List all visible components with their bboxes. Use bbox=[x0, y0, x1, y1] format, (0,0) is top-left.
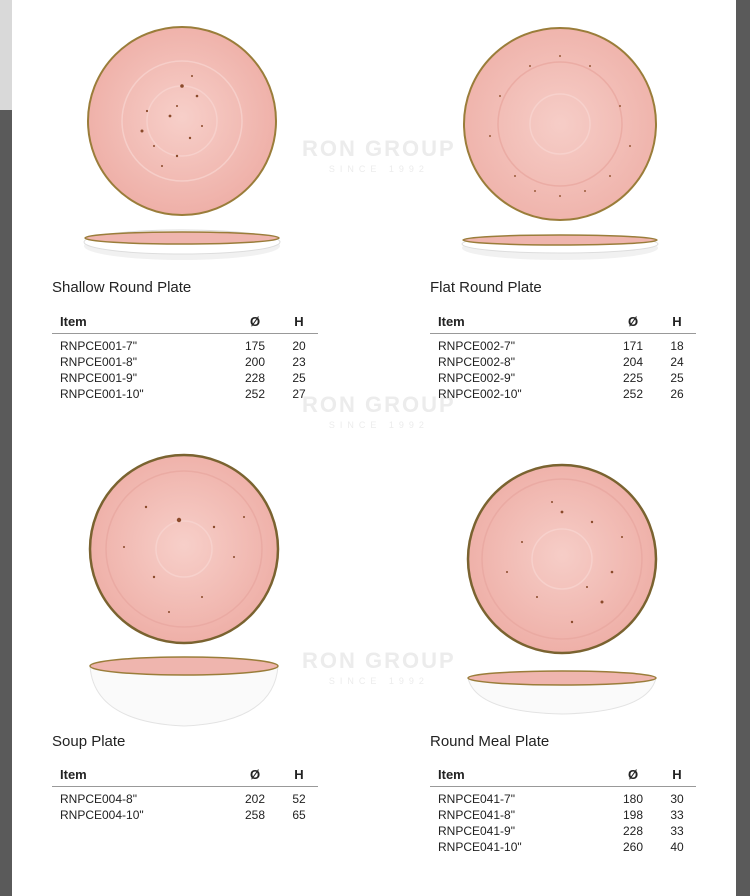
height-value: 65 bbox=[292, 808, 306, 822]
item-code: RNPCE041-9" bbox=[438, 824, 515, 838]
spec-row bbox=[430, 386, 696, 402]
spec-row bbox=[430, 354, 696, 370]
watermark-brand: RON GROUP bbox=[302, 648, 456, 673]
spec-row bbox=[430, 334, 696, 355]
spec-header-row bbox=[430, 312, 696, 334]
height-value: 26 bbox=[670, 387, 684, 401]
height-value: 30 bbox=[670, 792, 684, 806]
spec-table bbox=[52, 312, 318, 402]
plate-photo bbox=[84, 452, 284, 732]
spec-row bbox=[430, 370, 696, 386]
item-code: RNPCE001-7" bbox=[60, 339, 137, 353]
height-value: 23 bbox=[292, 355, 306, 369]
header-height: H bbox=[280, 765, 318, 787]
spec-row bbox=[52, 334, 318, 355]
header-diameter: Ø bbox=[608, 312, 658, 334]
spec-row bbox=[52, 370, 318, 386]
spec-table bbox=[430, 312, 696, 402]
item-code: RNPCE001-8" bbox=[60, 355, 137, 369]
diameter-value: 200 bbox=[244, 355, 266, 369]
header-height: H bbox=[280, 312, 318, 334]
header-item: Item bbox=[430, 765, 608, 787]
height-value: 18 bbox=[670, 339, 684, 353]
spec-row bbox=[52, 354, 318, 370]
height-value: 33 bbox=[670, 808, 684, 822]
diameter-value: 175 bbox=[244, 339, 266, 353]
item-code: RNPCE004-8" bbox=[60, 792, 137, 806]
item-code: RNPCE002-9" bbox=[438, 371, 515, 385]
diameter-value: 225 bbox=[622, 371, 644, 385]
spec-row bbox=[52, 807, 318, 823]
header-height: H bbox=[658, 312, 696, 334]
diameter-value: 260 bbox=[622, 840, 644, 854]
item-code: RNPCE001-9" bbox=[60, 371, 137, 385]
diameter-value: 171 bbox=[622, 339, 644, 353]
watermark bbox=[302, 136, 456, 174]
diameter-value: 202 bbox=[244, 792, 266, 806]
watermark-tagline: SINCE 1992 bbox=[328, 164, 429, 174]
plate-photo bbox=[82, 26, 282, 266]
header-diameter: Ø bbox=[230, 765, 280, 787]
item-code: RNPCE041-8" bbox=[438, 808, 515, 822]
item-code: RNPCE002-8" bbox=[438, 355, 515, 369]
item-code: RNPCE002-10" bbox=[438, 387, 522, 401]
product-name: Soup Plate bbox=[52, 733, 126, 750]
catalog-page bbox=[12, 0, 736, 896]
diameter-value: 228 bbox=[244, 371, 266, 385]
plate-photo bbox=[462, 462, 662, 722]
diameter-value: 198 bbox=[622, 808, 644, 822]
header-diameter: Ø bbox=[230, 312, 280, 334]
height-value: 25 bbox=[292, 371, 306, 385]
diameter-value: 204 bbox=[622, 355, 644, 369]
product-name: Flat Round Plate bbox=[430, 279, 542, 296]
spec-row bbox=[52, 386, 318, 402]
spec-header-row bbox=[52, 312, 318, 334]
height-value: 20 bbox=[292, 339, 306, 353]
item-code: RNPCE002-7" bbox=[438, 339, 515, 353]
spec-table bbox=[52, 765, 318, 823]
height-value: 33 bbox=[670, 824, 684, 838]
diameter-value: 258 bbox=[244, 808, 266, 822]
header-item: Item bbox=[52, 765, 230, 787]
diameter-value: 228 bbox=[622, 824, 644, 838]
watermark-brand: RON GROUP bbox=[302, 136, 456, 161]
header-item: Item bbox=[430, 312, 608, 334]
height-value: 40 bbox=[670, 840, 684, 854]
header-height: H bbox=[658, 765, 696, 787]
spec-row bbox=[430, 823, 696, 839]
diameter-value: 252 bbox=[622, 387, 644, 401]
spec-header-row bbox=[430, 765, 696, 787]
diameter-value: 252 bbox=[244, 387, 266, 401]
height-value: 52 bbox=[292, 792, 306, 806]
diameter-value: 180 bbox=[622, 792, 644, 806]
spec-row bbox=[430, 787, 696, 808]
product-name: Shallow Round Plate bbox=[52, 279, 192, 296]
plate-photo bbox=[460, 26, 660, 266]
watermark-brand: RON GROUP bbox=[302, 392, 456, 417]
spec-row bbox=[430, 839, 696, 855]
item-code: RNPCE041-7" bbox=[438, 792, 515, 806]
watermark bbox=[302, 648, 456, 686]
watermark-tagline: SINCE 1992 bbox=[328, 420, 429, 430]
item-code: RNPCE004-10" bbox=[60, 808, 144, 822]
height-value: 25 bbox=[670, 371, 684, 385]
height-value: 27 bbox=[292, 387, 306, 401]
item-code: RNPCE001-10" bbox=[60, 387, 144, 401]
spec-header-row bbox=[52, 765, 318, 787]
spec-row bbox=[430, 807, 696, 823]
spec-table bbox=[430, 765, 696, 855]
header-item: Item bbox=[52, 312, 230, 334]
item-code: RNPCE041-10" bbox=[438, 840, 522, 854]
spec-row bbox=[52, 787, 318, 808]
product-name: Round Meal Plate bbox=[430, 733, 550, 750]
height-value: 24 bbox=[670, 355, 684, 369]
watermark-tagline: SINCE 1992 bbox=[328, 676, 429, 686]
header-diameter: Ø bbox=[608, 765, 658, 787]
corner-band bbox=[0, 0, 12, 110]
